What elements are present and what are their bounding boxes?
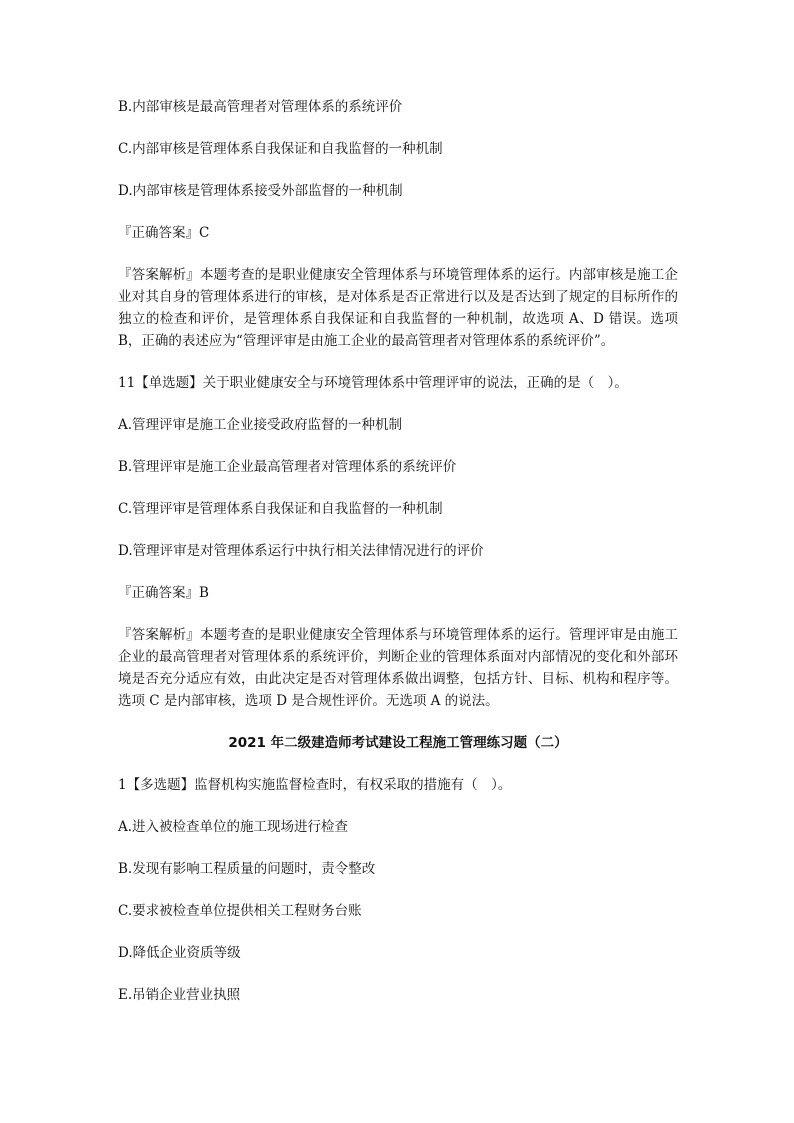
q11-option-c: C.管理评审是管理体系自我保证和自我监督的一种机制 <box>118 501 443 517</box>
q11-option-a: A.管理评审是施工企业接受政府监督的一种机制 <box>118 417 403 433</box>
q1-option-d: D.降低企业资质等级 <box>118 945 241 961</box>
q10-answer: 『正确答案』C <box>118 225 210 241</box>
q1-option-e: E.吊销企业营业执照 <box>118 987 241 1003</box>
q11-option-d: D.管理评审是对管理体系运行中执行相关法律情况进行的评价 <box>118 543 484 559</box>
q1-option-b: B.发现有影响工程质量的问题时，责令整改 <box>118 861 376 877</box>
q10-analysis: 『答案解析』本题考查的是职业健康安全管理体系与环境管理体系的运行。内部审核是施工企业对其自身的管理体系进行的审核，是对体系是否正常进行以及是否达到了规定的目标所作的独立的检查和评价，是管理体系自我保证和自我监督的一种机制，故选项 A、D 错误。选项 B，正确的表述应为“管理评审是由施工企业的最高管理者对管理体系的系统评价”。 <box>118 267 678 349</box>
section-heading: 2021 年二级建造师考试建设工程施工管理练习题（二） <box>228 735 568 751</box>
q10-option-d: D.内部审核是管理体系接受外部监督的一种机制 <box>118 183 403 199</box>
q1-option-a: A.进入被检查单位的施工现场进行检查 <box>118 819 349 835</box>
q11-option-b: B.管理评审是施工企业最高管理者对管理体系的系统评价 <box>118 459 457 475</box>
q10-option-c: C.内部审核是管理体系自我保证和自我监督的一种机制 <box>118 141 443 157</box>
q1-option-c: C.要求被检查单位提供相关工程财务台账 <box>118 903 362 919</box>
document-page <box>118 96 678 1006</box>
q1-question: 1【多选题】监督机构实施监督检查时，有权采取的措施有（ ）。 <box>118 777 512 793</box>
q11-answer: 『正确答案』B <box>118 585 209 601</box>
q11-analysis: 『答案解析』本题考查的是职业健康安全管理体系与环境管理体系的运行。管理评审是由施工企业的最高管理者对管理体系的系统评价，判断企业的管理体系面对内部情况的变化和外部环境是否充分适应有效，由此决定是否对管理体系做出调整，包括方针、目标、机构和程序等。选项 C 是内部审核，选项 D 是合规性评价。无选项 A 的说法。 <box>118 627 678 709</box>
q11-question: 11【单选题】关于职业健康安全与环境管理体系中管理评审的说法，正确的是（ ）。 <box>118 375 628 391</box>
q10-option-b: B.内部审核是最高管理者对管理体系的系统评价 <box>118 99 403 115</box>
